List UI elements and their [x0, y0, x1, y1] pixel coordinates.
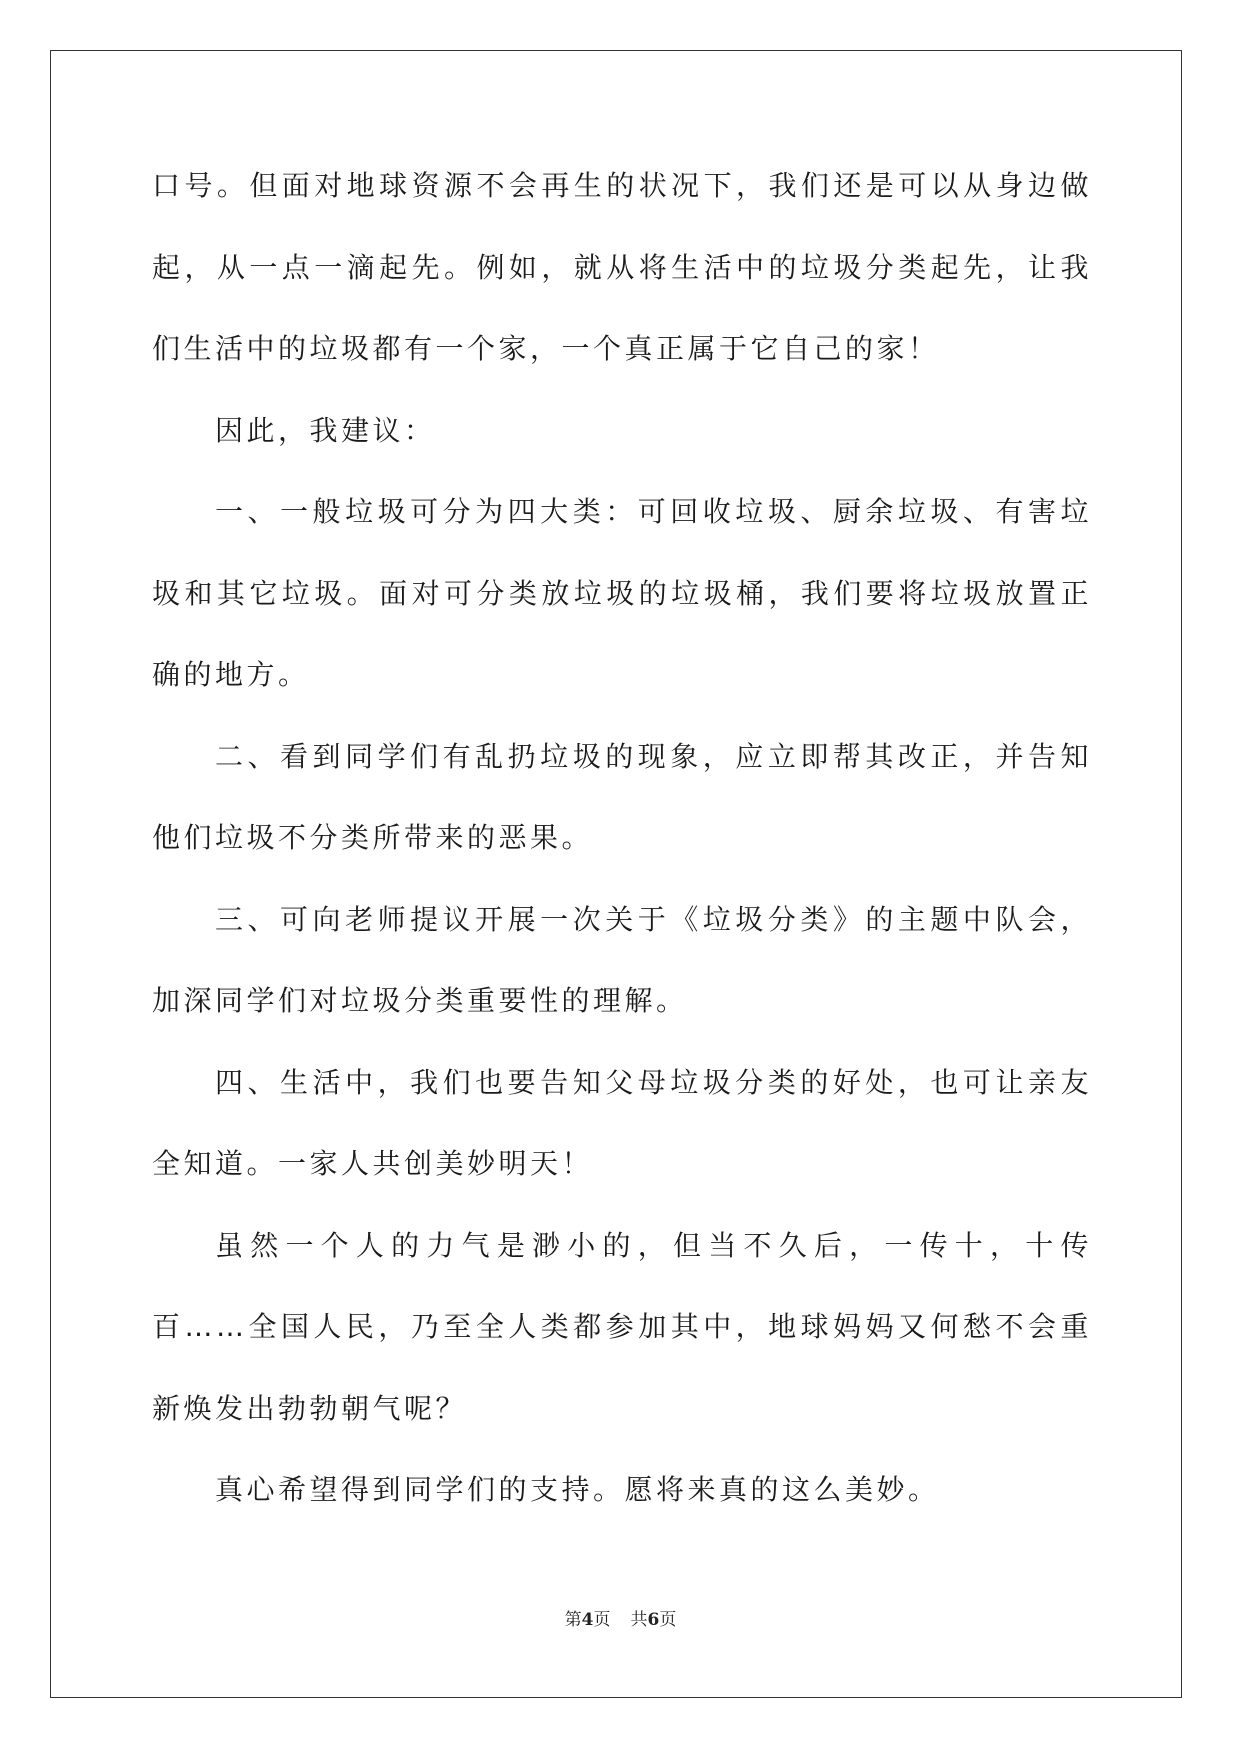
- paragraph-7: 虽然一个人的力气是渺小的，但当不久后，一传十，十传百……全国人民，乃至全人类都参加其中，地球妈妈又何愁不会重新焕发出勃勃朝气呢？: [152, 1228, 1092, 1425]
- page-prefix: 第: [564, 1610, 582, 1630]
- paragraph-3: 一、一般垃圾可分为四大类：可回收垃圾、厨余垃圾、有害垃圾和其它垃圾。面对可分类放垃圾的垃圾桶，我们要将垃圾放置正确的地方。: [152, 495, 1092, 691]
- page-number: 4: [581, 1610, 594, 1630]
- page-suffix: 页: [593, 1610, 611, 1630]
- total-suffix: 页: [659, 1610, 677, 1630]
- total-pages: 6: [647, 1610, 660, 1630]
- paragraph-8: 真心希望得到同学们的支持。愿将来真的这么美妙。: [215, 1473, 940, 1506]
- page-footer: [0, 1605, 1241, 1630]
- total-prefix: 共: [630, 1610, 648, 1630]
- paragraph-2: 因此，我建议：: [215, 413, 436, 447]
- document-body: [152, 145, 1092, 1531]
- paragraph-1: 口号。但面对地球资源不会再生的状况下，我们还是可以从身边做起，从一点一滴起先。例如，就从将生活中的垃圾分类起先，让我们生活中的垃圾都有一个家，一个真正属于它自己的家！: [152, 169, 1092, 365]
- paragraph-4: 二、看到同学们有乱扔垃圾的现象，应立即帮其改正，并告知他们垃圾不分类所带来的恶果。: [152, 739, 1092, 854]
- paragraph-6: 四、生活中，我们也要告知父母垃圾分类的好处，也可让亲友全知道。一家人共创美妙明天！: [152, 1065, 1092, 1180]
- paragraph-5: 三、可向老师提议开展一次关于《垃圾分类》的主题中队会，加深同学们对垃圾分类重要性的理解。: [152, 902, 1092, 1017]
